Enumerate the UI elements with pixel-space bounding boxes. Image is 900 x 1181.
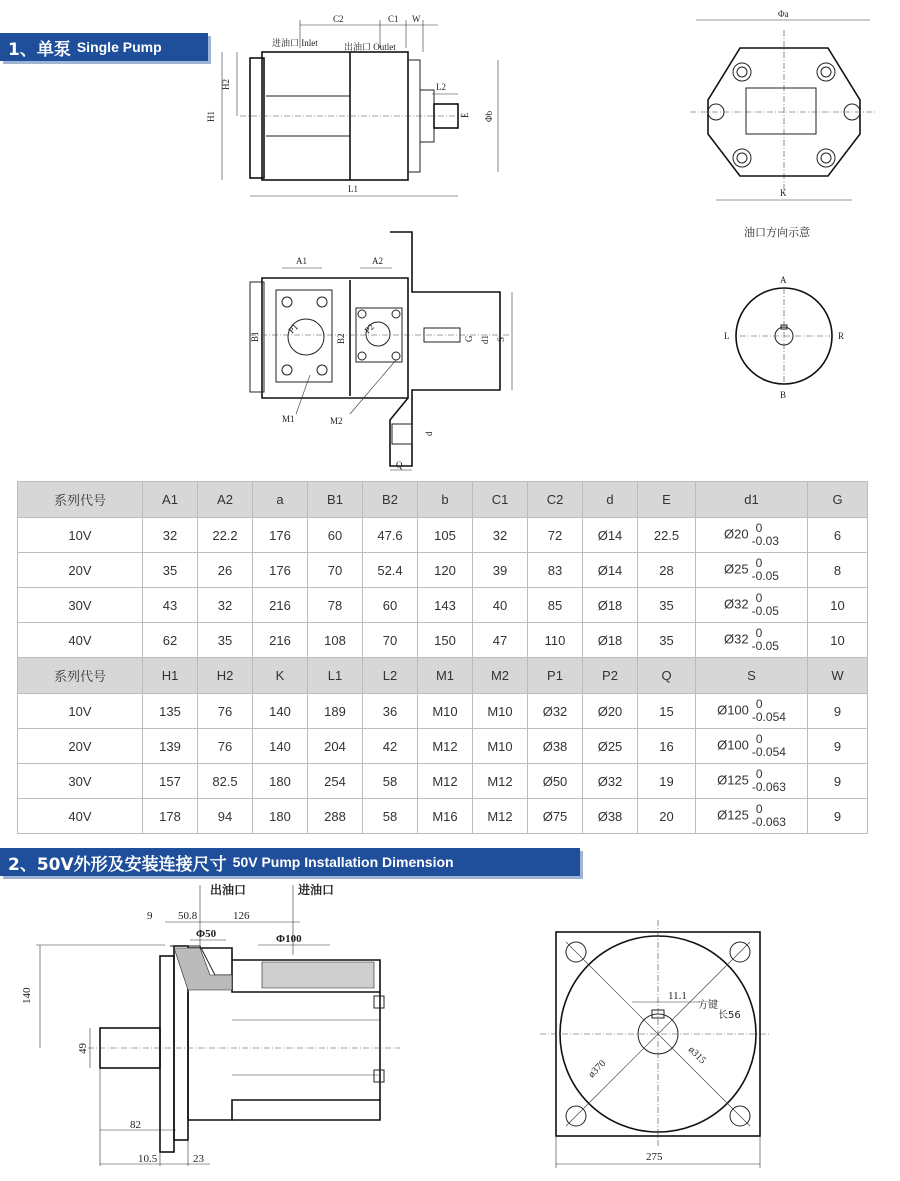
label-key-length: 长56 [718, 1010, 741, 1021]
tolerance-nominal: Ø25 [724, 561, 749, 577]
table-cell: Ø50 [528, 764, 583, 799]
table-cell: 254 [308, 764, 363, 799]
dim-140: 140 [21, 987, 33, 1004]
table-cell: Ø75 [528, 799, 583, 834]
table-cell: 143 [418, 588, 473, 623]
table-cell: 70 [363, 623, 418, 658]
table-cell: 10 [808, 588, 868, 623]
table-cell: 140 [253, 729, 308, 764]
tolerance-upper: 0 [755, 697, 763, 711]
table-cell: M12 [418, 764, 473, 799]
table-cell: 36 [363, 694, 418, 729]
table-cell: M16 [418, 799, 473, 834]
table-cell: 58 [363, 764, 418, 799]
dim-b2: B2 [336, 333, 346, 344]
table-cell: 42 [363, 729, 418, 764]
dim-e: E [460, 112, 470, 118]
header-cell: M2 [473, 658, 528, 694]
table-cell: 20V [18, 729, 143, 764]
table-cell: 60 [308, 518, 363, 553]
table-cell: Ø32 [583, 764, 638, 799]
header-cell: S [696, 658, 808, 694]
tolerance-lower: -0.063 [751, 815, 786, 829]
header-cell: K [253, 658, 308, 694]
table-cell: 19 [638, 764, 696, 799]
dim-a2: A2 [372, 256, 383, 266]
table-cell: M12 [418, 729, 473, 764]
table-cell: 40 [473, 588, 528, 623]
table-cell: 176 [253, 553, 308, 588]
direction-r: R [838, 331, 845, 341]
tolerance-nominal: Ø125 [717, 807, 749, 823]
tolerance-lower: -0.063 [751, 780, 786, 794]
dim-g: G [464, 335, 474, 342]
section-1-subtitle: Single Pump [76, 39, 162, 55]
table-cell: 70 [308, 553, 363, 588]
table-cell: 76 [198, 729, 253, 764]
dim-d1: d1 [480, 335, 490, 344]
label-key: 方键 [698, 1000, 718, 1011]
table-cell: 62 [143, 623, 198, 658]
table-cell: 9 [808, 694, 868, 729]
table-cell: 9 [808, 764, 868, 799]
dim-h1: H1 [206, 111, 216, 122]
label-outlet: 出油口 Outlet [344, 42, 396, 52]
header-cell: B1 [308, 482, 363, 518]
table-cell: M12 [473, 799, 528, 834]
table-cell: 35 [638, 588, 696, 623]
dim-d: d [424, 431, 434, 436]
header-cell: G [808, 482, 868, 518]
dim-b1: B1 [250, 331, 260, 342]
header-cell: a [253, 482, 308, 518]
label-inlet: 进油口 Inlet [272, 38, 318, 48]
table-cell: 6 [808, 518, 868, 553]
dim-q: Q [396, 460, 403, 470]
table-cell: 105 [418, 518, 473, 553]
table-cell: 43 [143, 588, 198, 623]
tolerance-upper: 0 [755, 521, 763, 535]
table-cell: 83 [528, 553, 583, 588]
dim-s: S [496, 336, 506, 342]
header-cell: L1 [308, 658, 363, 694]
table-cell: 40V [18, 623, 143, 658]
table-cell: 52.4 [363, 553, 418, 588]
table-cell: 216 [253, 623, 308, 658]
dim-h2: H2 [221, 79, 231, 90]
tolerance-lower: -0.05 [751, 569, 779, 583]
header-cell: W [808, 658, 868, 694]
dim-phi370: ø370 [586, 1058, 609, 1081]
table-cell: 20V [18, 553, 143, 588]
header-cell: d [583, 482, 638, 518]
table-cell: 288 [308, 799, 363, 834]
tolerance-upper: 0 [755, 732, 763, 746]
table-cell: Ø14 [583, 518, 638, 553]
header-cell: M1 [418, 658, 473, 694]
table-cell: 157 [143, 764, 198, 799]
table-cell: 32 [198, 588, 253, 623]
table-cell: Ø18 [583, 588, 638, 623]
header-cell: B2 [363, 482, 418, 518]
table-cell: 78 [308, 588, 363, 623]
table-cell: 47.6 [363, 518, 418, 553]
dim-126: 126 [233, 910, 250, 922]
dim-phi315: ø315 [685, 1044, 708, 1067]
table-cell: 180 [253, 764, 308, 799]
dim-c2: C2 [333, 14, 344, 24]
table-cell: 58 [363, 799, 418, 834]
header-cell: P2 [583, 658, 638, 694]
tolerance-nominal: Ø125 [717, 772, 749, 788]
tolerance-nominal: Ø20 [724, 526, 749, 542]
table-cell: 180 [253, 799, 308, 834]
dim-275: 275 [646, 1151, 663, 1163]
dim-phi50: Φ50 [196, 928, 217, 940]
table-cell: 10V [18, 518, 143, 553]
tolerance-nominal: Ø100 [717, 702, 749, 718]
table-cell: 140 [253, 694, 308, 729]
table-cell: 30V [18, 764, 143, 799]
label-p1: P1 [286, 321, 301, 336]
table-cell: Ø32 [528, 694, 583, 729]
dim-l2: L2 [436, 82, 446, 92]
dim-49: 49 [77, 1043, 89, 1054]
table-cell: 35 [143, 553, 198, 588]
tolerance-lower: -0.054 [751, 745, 786, 759]
table-cell: 26 [198, 553, 253, 588]
header-cell: H1 [143, 658, 198, 694]
table-cell: 82.5 [198, 764, 253, 799]
table-cell: Ø38 [583, 799, 638, 834]
label-m1: M1 [282, 414, 295, 424]
table-cell: 15 [638, 694, 696, 729]
dim-a1: A1 [296, 256, 307, 266]
dim-l1: L1 [348, 184, 358, 194]
table-cell: 35 [638, 623, 696, 658]
dim-k: K [780, 188, 787, 198]
table-cell: 47 [473, 623, 528, 658]
dim-10-5: 10.5 [138, 1153, 158, 1165]
header-cell: C1 [473, 482, 528, 518]
table-cell: 39 [473, 553, 528, 588]
tolerance-upper: 0 [755, 767, 763, 781]
header-cell: 系列代号 [18, 482, 143, 518]
tolerance-lower: -0.05 [751, 639, 779, 653]
table-cell: 30V [18, 588, 143, 623]
table-cell: Ø14 [583, 553, 638, 588]
header-cell: A1 [143, 482, 198, 518]
header-cell: E [638, 482, 696, 518]
dim-23: 23 [193, 1153, 204, 1165]
header-cell: A2 [198, 482, 253, 518]
table-cell: 85 [528, 588, 583, 623]
port-direction-note: 油口方向示意 [744, 226, 810, 239]
tolerance-lower: -0.05 [751, 604, 779, 618]
table-cell: 9 [808, 799, 868, 834]
direction-b: B [780, 390, 787, 400]
section-2-title: 2、50V外形及安装连接尺寸 [8, 854, 227, 875]
table-cell: 94 [198, 799, 253, 834]
tolerance-lower: -0.03 [751, 534, 779, 548]
table-cell: 28 [638, 553, 696, 588]
label-m2: M2 [330, 416, 343, 426]
section-2-subtitle: 50V Pump Installation Dimension [232, 854, 454, 870]
tolerance-nominal: Ø100 [717, 737, 749, 753]
table-cell: 16 [638, 729, 696, 764]
table-cell: 22.5 [638, 518, 696, 553]
direction-l: L [724, 331, 730, 341]
table-cell: 35 [198, 623, 253, 658]
dim-82: 82 [130, 1119, 141, 1131]
table-cell: Ø38 [528, 729, 583, 764]
label-p2: P2 [362, 321, 377, 336]
table-cell: Ø18 [583, 623, 638, 658]
dim-11-1: 11.1 [668, 990, 687, 1002]
table-cell: Ø20 [583, 694, 638, 729]
label-50v-outlet: 出油口 [210, 883, 247, 897]
dim-9: 9 [147, 910, 153, 922]
tolerance-upper: 0 [755, 626, 763, 640]
table-cell: M12 [473, 764, 528, 799]
header-cell: 系列代号 [18, 658, 143, 694]
table-cell: 139 [143, 729, 198, 764]
table-cell: M10 [418, 694, 473, 729]
table-cell: 76 [198, 694, 253, 729]
table-cell: 10 [808, 623, 868, 658]
table-cell: 32 [473, 518, 528, 553]
tolerance-upper: 0 [755, 802, 763, 816]
table-cell: 10V [18, 694, 143, 729]
table-cell: 9 [808, 729, 868, 764]
tolerance-nominal: Ø32 [724, 596, 749, 612]
dim-phi100: Φ100 [276, 933, 302, 945]
table-cell: M10 [473, 694, 528, 729]
table-cell: 8 [808, 553, 868, 588]
tolerance-nominal: Ø32 [724, 631, 749, 647]
table-cell: 120 [418, 553, 473, 588]
table-cell: 150 [418, 623, 473, 658]
table-cell: 108 [308, 623, 363, 658]
header-cell: C2 [528, 482, 583, 518]
tolerance-upper: 0 [755, 556, 763, 570]
dim-phi-b: Φb [484, 110, 494, 122]
dim-c1: C1 [388, 14, 399, 24]
header-cell: H2 [198, 658, 253, 694]
section-1-title: 1、单泵 [8, 39, 71, 60]
header-cell: L2 [363, 658, 418, 694]
table-cell: 189 [308, 694, 363, 729]
table-cell: 32 [143, 518, 198, 553]
table-cell: 204 [308, 729, 363, 764]
header-cell: P1 [528, 658, 583, 694]
table-cell: 178 [143, 799, 198, 834]
header-cell: b [418, 482, 473, 518]
table-cell: 20 [638, 799, 696, 834]
table-cell: 60 [363, 588, 418, 623]
table-cell: 110 [528, 623, 583, 658]
table-cell: 72 [528, 518, 583, 553]
direction-a: A [780, 275, 787, 285]
dim-w: W [412, 14, 421, 24]
table-cell: M10 [473, 729, 528, 764]
header-cell: Q [638, 658, 696, 694]
table-cell: 22.2 [198, 518, 253, 553]
table-cell: 135 [143, 694, 198, 729]
table-cell: 216 [253, 588, 308, 623]
table-cell: Ø25 [583, 729, 638, 764]
dim-50-8: 50.8 [178, 910, 198, 922]
tolerance-upper: 0 [755, 591, 763, 605]
dim-phi-a: Φa [778, 9, 789, 19]
label-50v-inlet: 进油口 [298, 883, 335, 897]
header-cell: d1 [696, 482, 808, 518]
table-cell: 40V [18, 799, 143, 834]
tolerance-lower: -0.054 [751, 710, 786, 724]
table-cell: 176 [253, 518, 308, 553]
